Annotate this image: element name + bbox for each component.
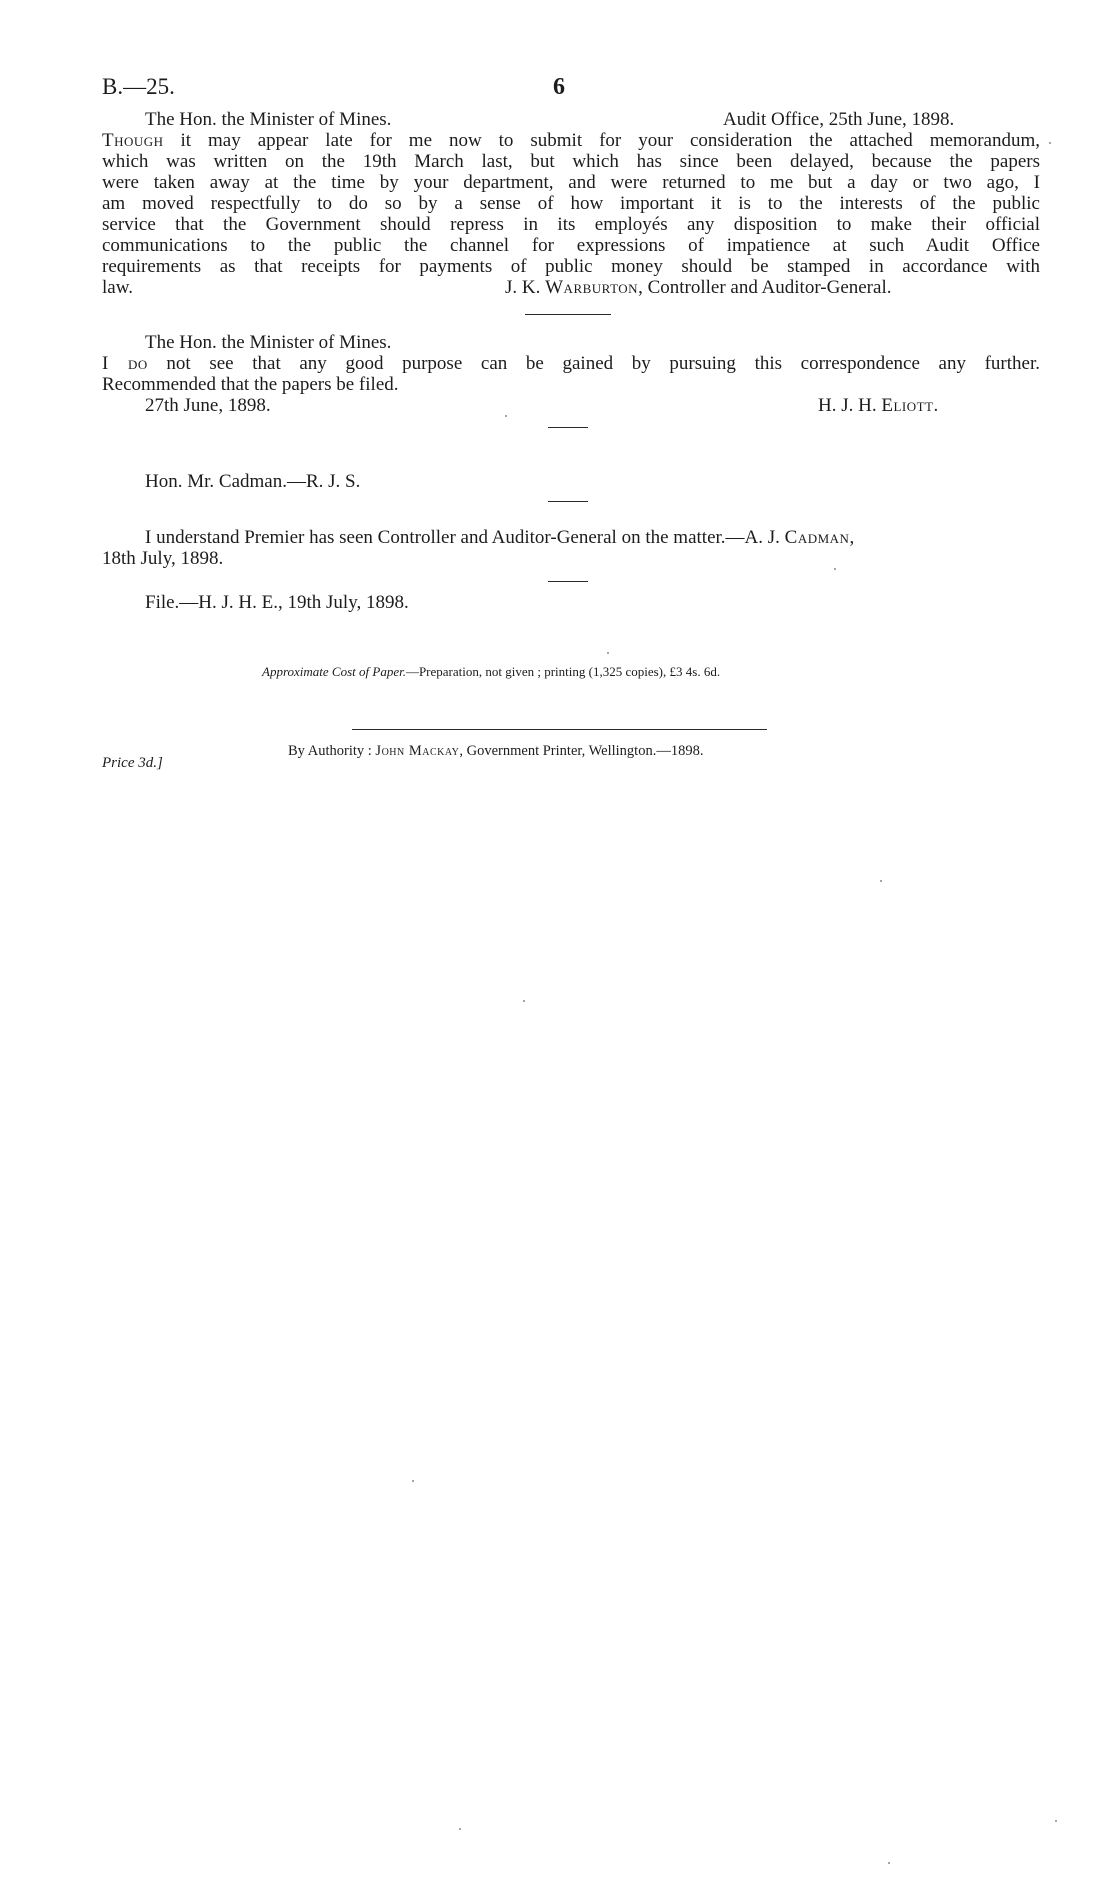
memo1-line-2: which was written on the 19th March last, but which has since been delayed, because the papers bbox=[102, 151, 1040, 172]
minute2-line-2: 18th July, 1898. bbox=[102, 548, 224, 569]
memo1-place-date: Audit Office, 25th June, 1898. bbox=[723, 109, 955, 130]
memo1-line-6: communications to the public the channel for expressions of impatience at such Audit Office bbox=[102, 235, 1040, 256]
scan-speck bbox=[412, 1480, 414, 1482]
printer-name: John Mackay bbox=[375, 743, 460, 759]
scan-speck bbox=[505, 415, 507, 417]
memo2-addressee: The Hon. the Minister of Mines. bbox=[145, 332, 392, 353]
memo2-lead-word: I do bbox=[102, 353, 148, 374]
scan-speck bbox=[880, 880, 882, 882]
memo2-signature-name: Eliott. bbox=[881, 395, 939, 416]
minute2-line-1: I understand Premier has seen Controller and Auditor-General on the matter.—A. J. Cadman, bbox=[145, 527, 855, 548]
memo2-line-2: Recommended that the papers be filed. bbox=[102, 374, 399, 395]
section-rule bbox=[525, 314, 611, 315]
memo1-line-1: Though it may appear late for me now to submit for your consideration the attached memorandum, bbox=[102, 130, 1040, 151]
memo1-signature-name: Warburton bbox=[545, 277, 639, 298]
memo1-last-line: law. bbox=[102, 277, 133, 298]
memo1-signature: J. K. Warburton, Controller and Auditor-General. bbox=[505, 277, 892, 298]
scan-speck bbox=[523, 1000, 525, 1002]
memo1-lead-word: Though bbox=[102, 130, 164, 151]
memo2-line-1: I do not see that any good purpose can be gained by pursuing this correspondence any further. bbox=[102, 353, 1040, 374]
scan-speck bbox=[1055, 1820, 1057, 1822]
memo2-date: 27th June, 1898. bbox=[145, 395, 271, 416]
scan-speck bbox=[834, 568, 836, 570]
cost-label: Approximate Cost of Paper. bbox=[262, 664, 406, 679]
authority-line: By Authority : John Mackay, Government Printer, Wellington.—1898. bbox=[288, 743, 704, 759]
memo2-signature: H. J. H. Eliott. bbox=[818, 395, 939, 416]
scan-speck bbox=[1049, 142, 1051, 144]
short-rule bbox=[548, 581, 588, 582]
memo1-line-7: requirements as that receipts for payments of public money should be stamped in accordance with bbox=[102, 256, 1040, 277]
memo1-line-4: am moved respectfully to do so by a sense of how important it is to the interests of the public bbox=[102, 193, 1040, 214]
price-note: Price 3d.] bbox=[102, 755, 163, 771]
scan-speck bbox=[607, 652, 609, 654]
memo1-addressee: The Hon. the Minister of Mines. bbox=[145, 109, 392, 130]
cost-of-paper: Approximate Cost of Paper.—Preparation, not given ; printing (1,325 copies), £3 4s. 6d. bbox=[262, 664, 721, 679]
minute2-signature-name: Cadman, bbox=[784, 527, 855, 548]
minute3-text: File.—H. J. H. E., 19th July, 1898. bbox=[145, 592, 409, 613]
scan-speck bbox=[888, 1862, 890, 1864]
footer-rule bbox=[352, 729, 767, 730]
memo1-line-3: were taken away at the time by your department, and were returned to me but a day or two ago, I bbox=[102, 172, 1040, 193]
minute1-text: Hon. Mr. Cadman.—R. J. S. bbox=[145, 471, 361, 492]
page-number: 6 bbox=[553, 74, 565, 100]
memo1-line-5: service that the Government should repress in its employés any disposition to make their official bbox=[102, 214, 1040, 235]
short-rule bbox=[548, 501, 588, 502]
document-reference: B.—25. bbox=[102, 74, 175, 99]
short-rule bbox=[548, 427, 588, 428]
scan-speck bbox=[459, 1828, 461, 1830]
